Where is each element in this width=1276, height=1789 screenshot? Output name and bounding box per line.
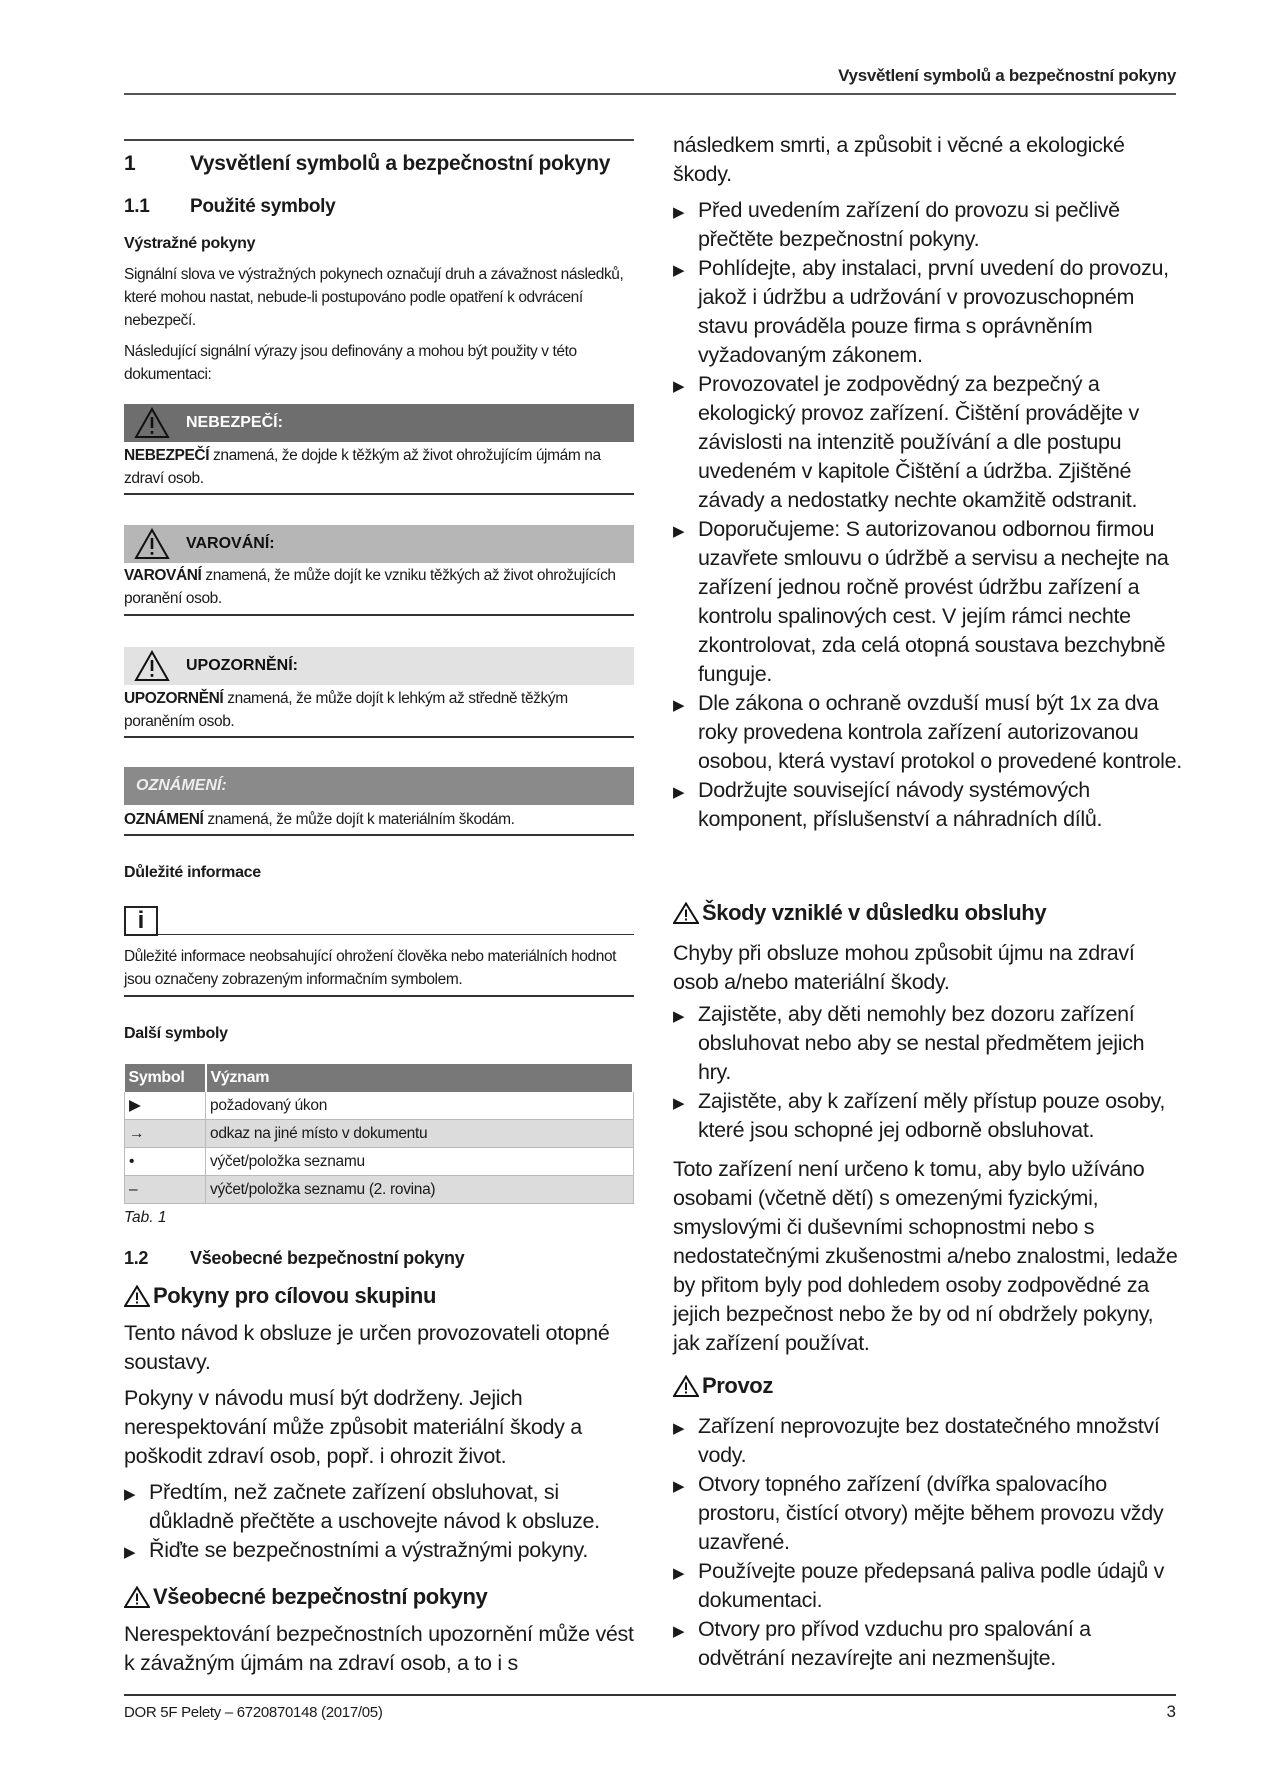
bullet-icon: ▶ [124,1544,136,1561]
meaning-cell: výčet/položka seznamu (2. rovina) [206,1176,634,1204]
caution-keyword: UPOZORNĚNÍ [124,690,224,707]
running-header: Vysvětlení symbolů a bezpečnostní pokyny [838,66,1176,85]
bullet-icon: ▶ [673,262,685,279]
operation-bullets [673,1412,1183,1673]
list-item [673,254,1183,370]
bullet-icon: ▶ [673,784,685,801]
danger-label: NEBEZPEČÍ: [186,414,283,431]
symbol-cell: ▶ [125,1092,206,1120]
bullet-icon: ▶ [673,378,685,395]
section-1-1-heading [124,196,634,218]
divider [124,834,634,836]
caution-label: UPOZORNĚNÍ: [186,657,298,674]
warning-banner [124,525,634,563]
operation-heading [673,1373,1183,1399]
section-number: 1 [124,152,136,175]
general-safety-p1: Nerespektování bezpečnostních upozornění může vést k závažným újmám na zdraví osob, a to i s [124,1622,634,1675]
bullet-icon: ▶ [673,523,685,540]
damage-p2: Toto zařízení není určeno k tomu, aby bylo užíváno osobami (včetně dětí) s omezenými fyzickými, smyslovými či duševními schopnostmi nebo s nedostatečnými zkušenostmi a/nebo znalostmi, ledaže by přitom byly pod dohledem osoby zodpovědné za jejich bezpečnost nebo že by od ní obdržely pokyny, jak zařízení používat. [673,1157,1178,1355]
bullet-icon: ▶ [673,1420,685,1437]
warning-triangle-icon [673,902,699,924]
symbols-table [124,1064,634,1204]
danger-banner [124,404,634,442]
other-symbols-heading: Další symboly [124,1025,228,1042]
page-number: 3 [1166,1702,1176,1721]
heading-text: Všeobecné bezpečnostní pokyny [153,1584,488,1609]
table-header-row [125,1064,634,1092]
table-row [125,1092,634,1120]
warning-triangle-icon [134,528,170,560]
list-item [124,1536,634,1567]
table-caption: Tab. 1 [124,1209,167,1226]
list-item-text: Zařízení neprovozujte bez dostatečného množství vody. [698,1414,1160,1467]
bullet-icon: ▶ [673,1623,685,1640]
list-item [673,370,1183,515]
warning-triangle-icon [124,1285,150,1307]
bullet-icon: ▶ [673,697,685,714]
bullet-icon: ▶ [673,1095,685,1112]
notice-keyword: OZNÁMENÍ [124,811,204,828]
list-item-text: Otvory topného zařízení (dvířka spalovacího prostoru, čistící otvory) mějte během provozu vždy uzavřené. [698,1472,1164,1554]
safety-bullets [673,196,1183,834]
damage-p1: Chyby při obsluze mohou způsobit újmu na zdraví osob a/nebo materiální škody. [673,941,1135,994]
list-item [673,196,1183,254]
meaning-cell: požadovaný úkon [206,1092,634,1120]
list-item-text: Používejte pouze předepsaná paliva podle údajů v dokumentaci. [698,1559,1165,1612]
damage-bullets [673,1000,1183,1145]
section-1-heading [124,152,634,176]
target-group-bullets [124,1478,634,1567]
list-item-text: Pohlídejte, aby instalaci, první uvedení do provozu, jakož i údržbu a udržování v provozuschopném stavu prováděla pouze firma s oprávněním vyžadovaným zákonem. [698,256,1169,367]
header-rule [124,93,1176,95]
danger-description [124,444,634,490]
list-item-text: Před uvedením zařízení do provozu si pečlivě přečtěte bezpečnostní pokyny. [698,198,1120,251]
bullet-icon: ▶ [673,1565,685,1582]
warning-description [124,564,634,610]
list-item [124,1478,634,1536]
danger-keyword: NEBEZPEČÍ [124,447,210,464]
notice-text: znamená, že může dojít k materiálním škodám. [203,811,515,828]
warning-label: VAROVÁNÍ: [186,535,275,552]
symbols-table-wrap [124,1064,634,1204]
divider [124,493,634,495]
warnings-intro-1: Signální slova ve výstražných pokynech označují druh a závažnost následků, které mohou nastat, nebude-li postupováno podle opatření k odvrácení nebezpečí. [124,266,624,329]
warning-keyword: VAROVÁNÍ [124,567,202,584]
footer-rule [124,1694,1176,1696]
column-header: Symbol [125,1064,206,1092]
meaning-cell: odkaz na jiné místo v dokumentu [206,1120,634,1148]
section-title: Všeobecné bezpečnostní pokyny [190,1248,465,1268]
warning-triangle-icon [124,1586,150,1608]
list-item [673,689,1183,776]
divider [124,995,634,997]
section-title: Použité symboly [190,196,336,217]
list-item [673,1615,1183,1673]
list-item-text: Otvory pro přívod vzduchu pro spalování a odvětrání nezavírejte ani nezmenšujte. [698,1617,1091,1670]
meaning-cell: výčet/položka seznamu [206,1148,634,1176]
list-item [673,1087,1183,1145]
list-item-text: Předtím, než začnete zařízení obsluhovat, si důkladně přečtěte a uschovejte návod k obsluze. [149,1480,600,1533]
bullet-icon: ▶ [673,1478,685,1495]
continuation-text: následkem smrti, a způsobit i věcné a ekologické škody. [673,133,1125,186]
notice-banner [124,767,634,805]
footer-doc-id: DOR 5F Pelety – 6720870148 (2017/05) [124,1704,383,1721]
list-item [673,1557,1183,1615]
section-1-2-heading [124,1248,634,1269]
danger-text: znamená, že dojde k těžkým až život ohrožujícím újmám na zdraví osob. [124,447,601,487]
bullet-icon: ▶ [673,1008,685,1025]
section-number: 1.1 [124,196,150,217]
important-text: Důležité informace neobsahující ohrožení člověka nebo materiálních hodnot jsou označeny zobrazeným informačním symbolem. [124,948,617,988]
list-item [673,1412,1183,1470]
divider [158,934,634,936]
info-symbol-row [124,906,634,936]
list-item [673,1000,1183,1087]
notice-description [124,808,634,831]
section-rule [124,139,634,141]
section-title: Vysvětlení symbolů a bezpečnostní pokyny [190,152,611,175]
important-heading: Důležité informace [124,864,261,881]
section-number: 1.2 [124,1248,149,1268]
heading-text: Škody vzniklé v důsledku obsluhy [702,900,1047,925]
table-row [125,1120,634,1148]
table-row [125,1176,634,1204]
heading-text: Pokyny pro cílovou skupinu [153,1283,436,1308]
list-item [673,776,1183,834]
symbol-cell: – [125,1176,206,1204]
bullet-icon: ▶ [673,204,685,221]
warnings-intro-2: Následující signální výrazy jsou definovány a mohou být použity v této dokumentaci: [124,343,577,383]
target-group-p1: Tento návod k obsluze je určen provozovateli otopné soustavy. [124,1321,610,1374]
list-item [673,1470,1183,1557]
target-group-p2: Pokyny v návodu musí být dodrženy. Jejich nerespektování může způsobit materiální škody a poškodit zdraví osob, popř. i ohrozit život. [124,1386,582,1468]
info-icon: i [124,906,158,936]
list-item-text: Dodržujte související návody systémových komponent, příslušenství a náhradních dílů. [698,778,1103,831]
list-item-text: Doporučujeme: S autorizovanou odbornou firmou uzavřete smlouvu o údržbě a servisu a nechejte na zařízení jednou ročně provést údržbu zařízení a kontrolu spalinových cest. V jejím rámci nechte zkontrolovat, zda celá otopná soustava bezchybně funguje. [698,517,1169,686]
list-item [673,515,1183,689]
table-row [125,1148,634,1176]
column-header: Význam [206,1064,634,1092]
warning-triangle-icon [134,407,170,439]
warnings-heading: Výstražné pokyny [124,235,256,252]
list-item-text: Dle zákona o ochraně ovzduší musí být 1x za dva roky provedena kontrola zařízení autorizovanou osobou, která vystaví protokol o provedené kontrole. [698,691,1182,773]
divider [124,736,634,738]
bullet-icon: ▶ [124,1486,136,1503]
list-item-text: Zajistěte, aby děti nemohly bez dozoru zařízení obsluhovat nebo aby se nestal předmětem jejich hry. [698,1002,1145,1084]
target-group-heading [124,1283,634,1309]
heading-text: Provoz [702,1373,773,1398]
list-item-text: Provozovatel je zodpovědný za bezpečný a ekologický provoz zařízení. Čištění provádějte v závislosti na intenzitě používání a dle postupu uvedeném v kapitole Čištění a údržba. Zjištěné závady a nedostatky nechte okamžitě odstranit. [698,372,1139,512]
warning-text: znamená, že může dojít ke vzniku těžkých až život ohrožujících poranění osob. [124,567,616,607]
general-safety-heading [124,1584,634,1610]
list-item-text: Řiďte se bezpečnostními a výstražnými pokyny. [149,1538,589,1562]
warning-triangle-icon [673,1375,699,1397]
caution-text: znamená, že může dojít k lehkým až středně těžkým poraněním osob. [124,690,568,730]
symbol-cell: → [125,1120,206,1148]
damage-heading [673,900,1183,926]
list-item-text: Zajistěte, aby k zařízení měly přístup pouze osoby, které jsou schopné jej odborně obsluhovat. [698,1089,1166,1142]
caution-banner [124,647,634,685]
notice-label: OZNÁMENÍ: [136,777,227,794]
caution-description [124,687,634,733]
symbol-cell: • [125,1148,206,1176]
divider [124,614,634,616]
warning-triangle-icon [134,650,170,682]
